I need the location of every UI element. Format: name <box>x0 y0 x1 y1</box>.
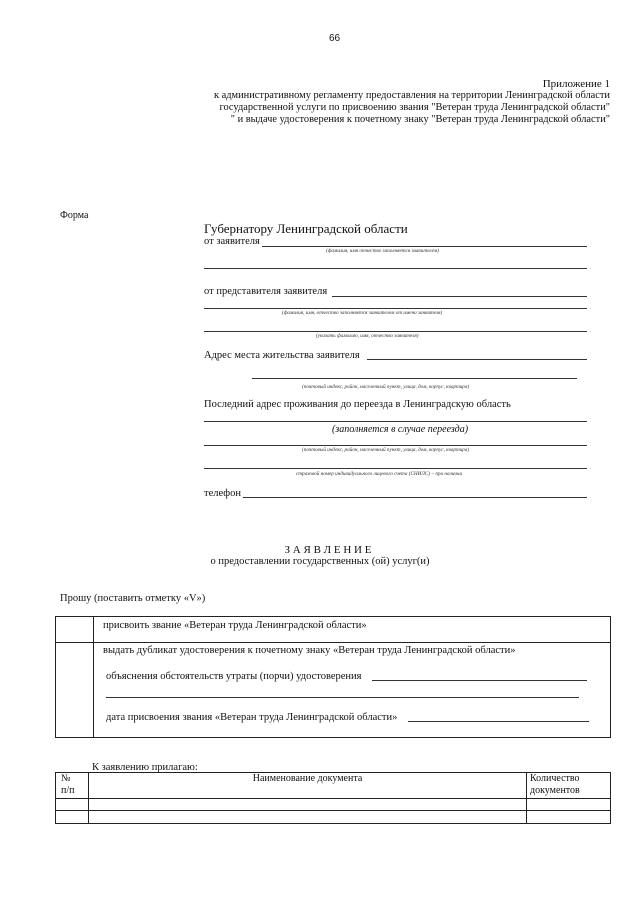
representative-field[interactable] <box>332 296 587 297</box>
page-number: 66 <box>329 33 341 44</box>
last-address-field-2[interactable] <box>204 445 587 446</box>
col-qty-line-1: Количество <box>530 773 580 784</box>
last-address-label: Последний адрес проживания до переезда в Ленинградскую область <box>204 399 511 410</box>
option-1-checkbox-cell[interactable] <box>56 617 93 642</box>
residence-address-label: Адрес места жительства заявителя <box>204 350 360 361</box>
options-table-col-divider <box>93 616 94 738</box>
phone-field[interactable] <box>243 497 587 498</box>
applicant-name-field-3[interactable] <box>204 331 587 332</box>
option-1-text: присвоить звание «Ветеран труда Ленинградской области» <box>103 620 367 631</box>
option-2-reason-label: объяснения обстоятельств утраты (порчи) удостоверения <box>106 671 362 682</box>
hint-if-moved: (заполняется в случае переезда) <box>332 424 469 435</box>
options-table-row-divider <box>55 642 611 643</box>
statement-title: З А Я В Л Е Н И Е <box>284 544 372 556</box>
applicant-name-field-2[interactable] <box>204 268 587 269</box>
residence-address-field[interactable] <box>367 359 587 360</box>
snils-field[interactable] <box>204 468 587 469</box>
last-address-field[interactable] <box>204 421 587 422</box>
hint-snils: страховой номер индивидуального лицевого счета (СНИЛС) – при наличии <box>296 471 463 477</box>
from-applicant-label: от заявителя <box>204 236 260 247</box>
hint-applicant-name: (фамилия, имя отчество заполняется заявителем) <box>326 248 439 254</box>
addressee: Губернатору Ленинградской области <box>204 221 408 236</box>
applicant-name-field[interactable] <box>262 246 587 247</box>
col-num-line-1: № <box>61 773 71 784</box>
hint-representative: (фамилия, имя, отчество заполняется заявителем от имени заявителя) <box>282 310 443 316</box>
attachments-label: К заявлению прилагаю: <box>92 762 198 773</box>
statement-subtitle: о предоставлении государственных (ой) услуг(и) <box>210 556 430 567</box>
appendix-line-2: государственной услуги по присвоению звания "Ветеран труда Ленинградской области" <box>219 102 610 113</box>
phone-label: телефон <box>204 488 241 499</box>
appendix-line-1: к административному регламенту предоставления на территории Ленинградской области <box>214 90 610 101</box>
option-2-text: выдать дубликат удостоверения к почетному знаку «Ветеран труда Ленинградской области» <box>103 645 516 656</box>
option-2-reason-field[interactable] <box>372 680 587 681</box>
residence-address-field-2[interactable] <box>252 378 577 379</box>
hint-applicant-name-2: (указать фамилию, имя, отчество заявителя) <box>316 333 419 339</box>
hint-address-2: (почтовый индекс, район, населенный пункт, улица, дом, корпус, квартира) <box>302 447 470 453</box>
form-label: Форма <box>60 210 89 221</box>
col-name-header: Наименование документа <box>252 773 363 784</box>
appendix-title: Приложение 1 <box>542 78 610 90</box>
option-2-reason-field-2[interactable] <box>106 697 579 698</box>
hint-address: (почтовый индекс, район, населенный пункт, улица, дом, корпус, квартира) <box>302 384 470 390</box>
appendix-line-3: " и выдаче удостоверения к почетному знаку "Ветеран труда Ленинградской области" <box>230 114 610 125</box>
request-label: Прошу (поставить отметку «V») <box>60 593 206 604</box>
attachment-row[interactable] <box>56 799 610 810</box>
col-qty-line-2: документов <box>530 785 580 796</box>
from-representative-label: от представителя заявителя <box>204 286 328 297</box>
option-2-date-label: дата присвоения звания «Ветеран труда Ленинградской области» <box>106 712 398 723</box>
option-2-date-field[interactable] <box>408 721 589 722</box>
attachment-row[interactable] <box>56 811 610 823</box>
col-num-line-2: п/п <box>61 785 75 796</box>
representative-field-2[interactable] <box>204 308 587 309</box>
option-2-checkbox-cell[interactable] <box>56 643 93 737</box>
